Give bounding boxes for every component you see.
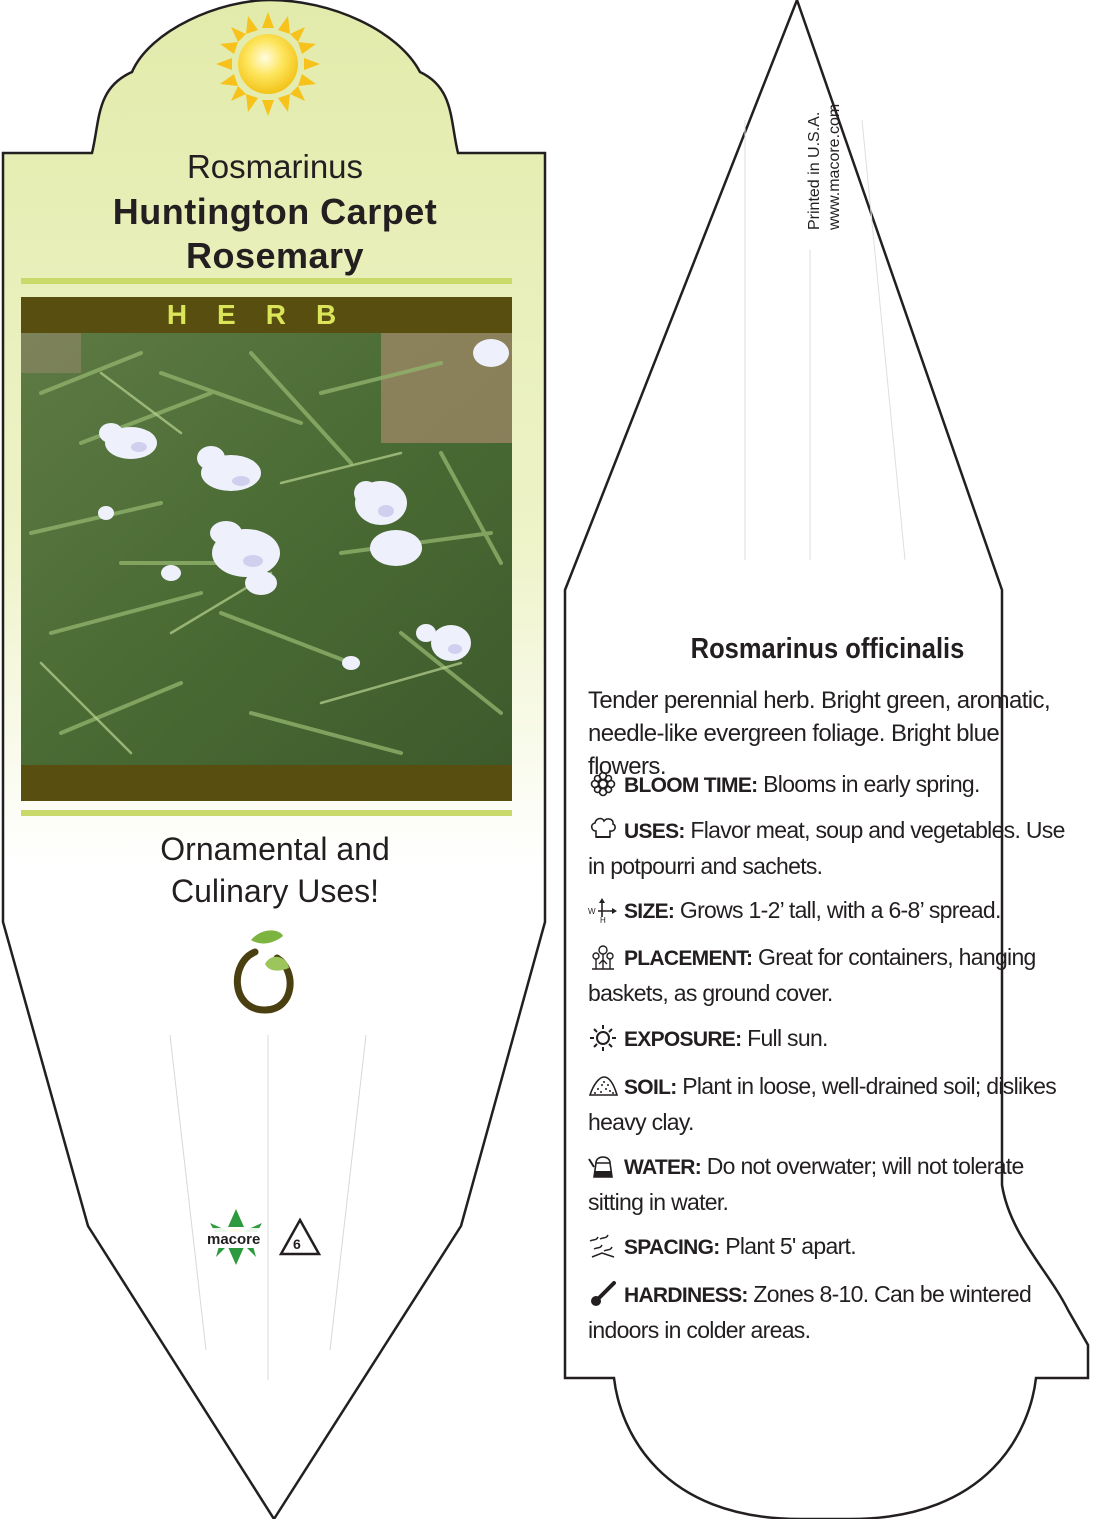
placement-label: PLACEMENT: — [624, 947, 753, 970]
sun-small-icon — [588, 1025, 618, 1051]
care-spacing — [588, 1229, 1068, 1265]
care-hardiness — [588, 1277, 1068, 1348]
care-uses — [588, 813, 1068, 884]
hardiness-label: HARDINESS: — [624, 1284, 748, 1307]
plants-icon — [588, 944, 618, 970]
care-soil — [588, 1069, 1068, 1140]
care-bloom-time — [588, 767, 1068, 803]
spacing-icon — [588, 1233, 618, 1259]
scientific-name: Rosmarinus officinalis — [690, 633, 965, 665]
spacing-text: Plant 5' apart. — [725, 1233, 856, 1259]
description: Tender perennial herb. Bright green, aromatic, needle-like evergreen foliage. Bright blue flowers. — [588, 687, 1051, 780]
water-label: WATER: — [624, 1156, 702, 1179]
uses-text: Flavor meat, soup and vegetables. Use in potpourri and sachets. — [588, 817, 1065, 879]
care-water — [588, 1149, 1068, 1220]
svg-text:H: H — [600, 916, 606, 923]
plant-photo — [21, 333, 512, 765]
bloom-text: Blooms in early spring. — [763, 771, 980, 797]
water-text: Do not overwater; will not tolerate sitting in water. — [588, 1153, 1024, 1215]
watering-can-icon — [588, 1153, 618, 1179]
brand-name: macore — [207, 1231, 261, 1248]
photo-bottom-bar — [21, 765, 512, 801]
bloom-label: BLOOM TIME: — [624, 774, 758, 797]
thermometer-icon — [588, 1281, 618, 1307]
flower-icon — [588, 771, 618, 797]
care-exposure — [588, 1021, 1068, 1057]
exposure-label: EXPOSURE: — [624, 1028, 742, 1051]
printed-in: Printed in U.S.A. — [806, 111, 823, 230]
soil-text: Plant in loose, well-drained soil; dislikes heavy clay. — [588, 1073, 1057, 1135]
tagline — [20, 828, 530, 912]
genus-name: Rosmarinus — [186, 148, 364, 185]
care-placement — [588, 940, 1068, 1011]
placement-text: Great for containers, hanging baskets, as ground cover. — [588, 944, 1036, 1006]
soil-label: SOIL: — [624, 1076, 677, 1099]
printed-info — [800, 30, 845, 230]
common-name-line-1: Huntington Carpet — [112, 191, 438, 232]
chef-hat-icon — [588, 817, 618, 843]
category-label: HERB — [166, 299, 367, 330]
tagline-line-2: Culinary Uses! — [170, 873, 380, 909]
common-name-line-2: Rosemary — [185, 235, 365, 276]
size-text: Grows 1-2’ tall, with a 6-8’ spread. — [679, 897, 1001, 923]
size-icon — [588, 897, 618, 923]
sun-icon — [216, 12, 320, 116]
size-label: SIZE: — [624, 900, 675, 923]
svg-text:W: W — [588, 907, 595, 916]
uses-label: USES: — [624, 820, 685, 843]
recycle-code: 6 — [293, 1236, 301, 1252]
common-name — [20, 190, 530, 278]
hardiness-text: Zones 8-10. Can be wintered indoors in colder areas. — [588, 1281, 1032, 1343]
spacing-label: SPACING: — [624, 1236, 720, 1259]
care-size — [588, 893, 1068, 929]
exposure-text: Full sun. — [747, 1025, 828, 1051]
website: www.macore.com — [826, 103, 843, 230]
tagline-line-1: Ornamental and — [160, 831, 390, 867]
soil-icon — [588, 1073, 618, 1099]
